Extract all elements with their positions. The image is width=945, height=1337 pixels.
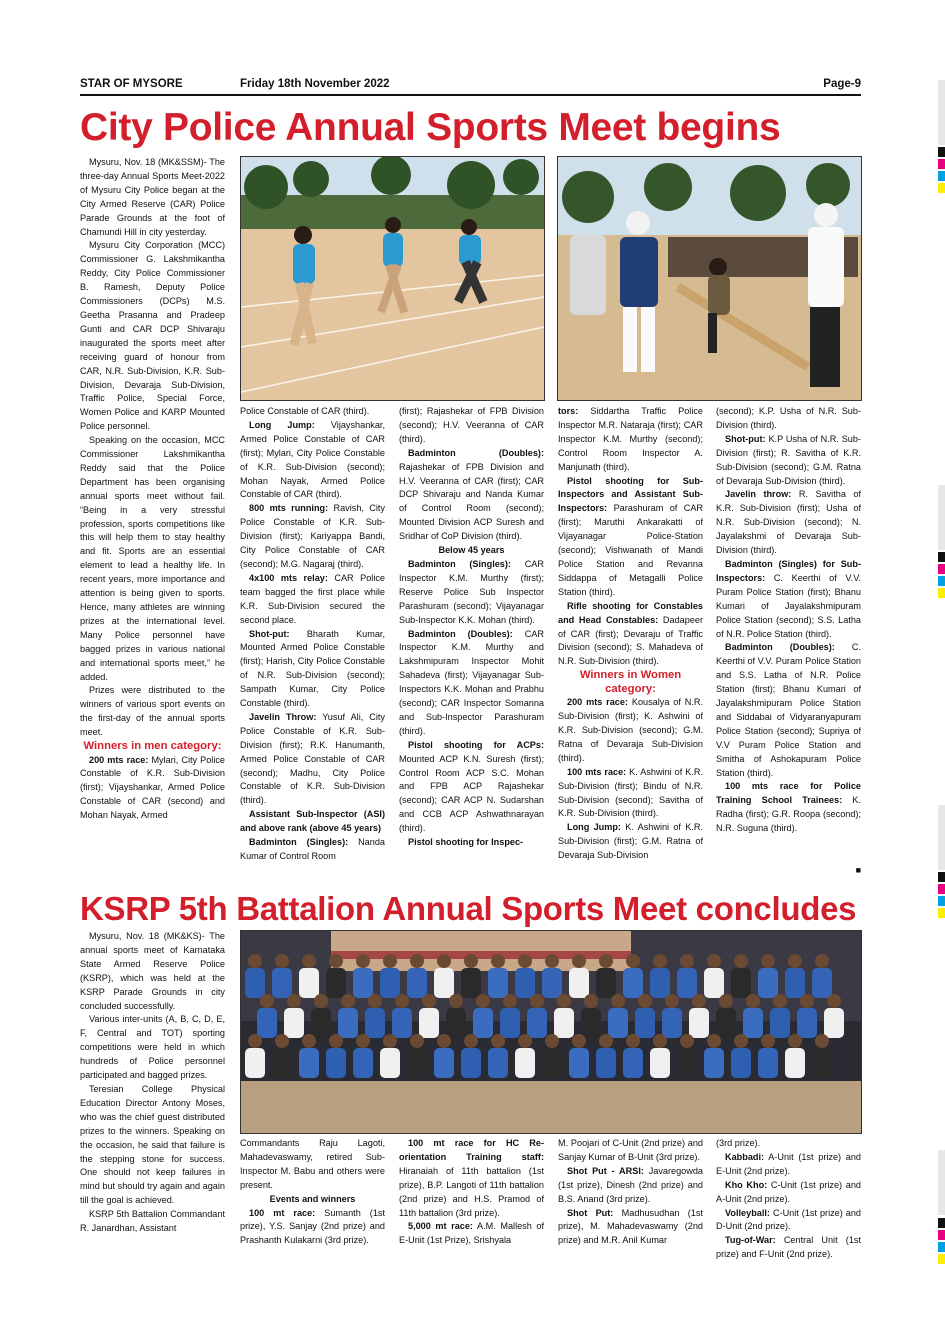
- event-label: Tug-of-War:: [725, 1235, 776, 1246]
- event-paragraph: [240, 419, 385, 502]
- story1-column-1: [80, 156, 225, 882]
- event-label: 800 mts running:: [249, 503, 329, 514]
- reg-black: [938, 1218, 945, 1228]
- event-text: Parashuram of CAR (first); Maruthi Ankarakatti of Vijayanagar Police-Station (second); Vishwanath of Mandi Police Station and Revanna Siddappa of Metagalli Police Station (third).: [558, 503, 703, 597]
- event-text: Sumanth (1st prize), Y.S. Sanjay (2nd prize) and Prashanth Kulakarni (3rd prize).: [240, 1207, 385, 1246]
- reg-yellow: [938, 908, 945, 918]
- event-paragraph: [716, 488, 861, 558]
- paragraph: Commandants Raju Lagoti, Mahadevaswamy, retired Sub-Inspector M. Babu and others were present.: [240, 1138, 385, 1190]
- event-text: C-Unit (1st prize) and D-Unit (2nd prize).: [716, 1207, 861, 1232]
- story2-column-5: [716, 1137, 861, 1267]
- event-paragraph: [716, 558, 861, 641]
- event-paragraph: [716, 1151, 861, 1179]
- event-text: CAR Police team bagged the first place while K.R. Sub-Division secured the second place.: [240, 572, 385, 625]
- event-text: C. Keerthi of V.V. Puram Police Station and S.S. Latha of N.R. Police Station (first); Bhanu Kumari of Jayalakshmipuram Police Station and Siddabai of Vidyaranyapuram Police Station (second); Supriya of V.V Puram Police Station and Smitha of Ashokapuram Police Station (third).: [716, 642, 861, 778]
- event-label: Long Jump:: [249, 419, 315, 430]
- story1-column-5: [716, 405, 861, 882]
- event-text: C. Keerthi of V.V. Puram Police Station (first); Bhanu Kumari of Jayalakshmipuram Police Station (second); S.S. Latha of N.R. Police Station (third).: [716, 572, 861, 639]
- event-text: K. Ashwini of K.R. Sub-Division (first); Bindu of N.R. Sub-Division (second); Savitha of K.R. Sub-Division (third).: [558, 766, 703, 819]
- event-paragraph: [399, 628, 544, 739]
- event-text: C-Unit (1st prize) and A-Unit (2nd prize).: [716, 1179, 861, 1204]
- event-text: Kousalya of N.R. Sub-Division (first); K. Ashwini of K.R. Sub-Division (second); G.M. Ratna of Devaraja Sub-Division (third).: [558, 697, 703, 763]
- event-text: Rajashekar of FPB Division and H.V. Veeranna of CAR (first); CAR DCP Shivaraju and Nanda Kumar of Control Room (second); Mounted Division ACP Suresh and Sridhar of CoP Division (third).: [399, 461, 544, 542]
- paragraph: (second); K.P. Usha of N.R. Sub-Division (third).: [716, 406, 861, 430]
- subhead-women-winners: Winners in Women category:: [579, 669, 682, 695]
- event-text: A-Unit (1st prize) and E-Unit (2nd prize).: [716, 1151, 861, 1176]
- event-label: 200 mts race:: [567, 697, 628, 708]
- masthead: [80, 78, 861, 92]
- event-text: Hiranaiah of 11th battalion (1st prize), B.P. Langoti of 11th battalion (2nd prize) and H.S. Pramod of 11th battalion (3rd prize).: [399, 1165, 544, 1218]
- paragraph: (first); Rajashekar of FPB Division (second); H.V. Veeranna of CAR (third).: [399, 406, 544, 444]
- event-label: 100 mt race for HC Re-orientation Training staff:: [399, 1138, 544, 1162]
- event-text: Javaregowda (1st prize), Dinesh (2nd prize) and B.S. Anand (3rd prize).: [558, 1165, 703, 1204]
- event-paragraph: [716, 1207, 861, 1235]
- paragraph: Mysuru City Corporation (MCC) Commissioner G. Lakshmikantha Reddy, City Police Commissioner B. Ramesh, Deputy Police Commissioners (DCPs) M.S. Geetha Prasanna and Pradeep Gunti and CAR DCP Shivaraju inaugurated the sports meet after receiving guard of honour from CAR, N.R. Sub-Division, K.R. Sub-Division, Devaraja Sub-Division, Traffic Police, Special Force, Women Police and KARP Mounted Police personnel.: [80, 240, 225, 432]
- event-label: Kho Kho:: [725, 1179, 768, 1190]
- reg-cyan: [938, 1242, 945, 1252]
- event-text: Bharath Kumar, Mounted Armed Police Constable (first); Harish, City Police Constable of N.R. Sub-Division (second); Sampath Kumar, City Police Constable (third).: [240, 628, 385, 709]
- event-label: Badminton (Doubles):: [408, 447, 544, 458]
- photo-tug-of-war: [557, 156, 862, 401]
- reg-yellow: [938, 1254, 945, 1264]
- event-text: R. Savitha of K.R. Sub-Division (first); Usha of N.R. Sub-Division (second); N. Jayalakshmi of Devaraja Sub-Division (third).: [716, 489, 861, 556]
- event-label: Shot-put:: [249, 628, 290, 639]
- event-paragraph: [240, 711, 385, 808]
- event-paragraph: [240, 502, 385, 572]
- event-label: Javelin throw:: [725, 489, 792, 500]
- reg-black: [938, 147, 945, 157]
- paragraph: Teresian College Physical Education Director Antony Moses, who was the chief guest distributed prizes to the winners. Speaking on the occasion, he said that failure is the stepping stone for success. One should not keep failures in mind but should try again and again till the goal is achieved.: [80, 1083, 225, 1206]
- photo-ksrp-group: [240, 930, 862, 1134]
- event-paragraph: [558, 766, 703, 822]
- event-label: Badminton (Singles) for Sub-Inspectors:: [716, 558, 861, 583]
- event-paragraph: [240, 1207, 385, 1249]
- event-text: K. Ashwini of K.R. Sub-Division (first); G.M. Ratna of Devaraja Sub-Division: [558, 822, 703, 861]
- event-label: Volleyball:: [725, 1207, 770, 1218]
- story2-column-4: [558, 1137, 703, 1267]
- reg-cyan: [938, 576, 945, 586]
- photo-sprint-race: [240, 156, 545, 401]
- reg-magenta: [938, 159, 945, 169]
- story2-column-1: [80, 930, 225, 1266]
- event-label: Pistol shooting for Sub-Inspectors and Assistant Sub-Inspectors:: [558, 475, 703, 514]
- event-paragraph: [558, 475, 703, 600]
- reg-cyan: [938, 171, 945, 181]
- event-label: Shot-put:: [725, 433, 766, 444]
- story2-column-2: [240, 1137, 385, 1267]
- event-text: Dadapeer of CAR (first); Devaraju of Traffic Division (second); S. Mahadeva of N.R. Sub-Division (third).: [558, 614, 703, 667]
- event-label: tors:: [558, 406, 579, 416]
- event-paragraph: [399, 558, 544, 628]
- end-mark: ■: [855, 865, 861, 876]
- event-paragraph: [240, 572, 385, 628]
- paper-name: STAR OF MYSORE: [80, 78, 183, 90]
- reg-black: [938, 552, 945, 562]
- story2-column-3: [399, 1137, 544, 1267]
- page-number: Page-9: [823, 78, 861, 90]
- subhead-events: Events and winners: [269, 1193, 356, 1204]
- paragraph: Mysuru, Nov. 18 (MK&KS)- The annual sports meet of Karnataka State Armed Reserve Police (KSRP), which was held at the KSRP Parade Grounds in city concluded successfully.: [80, 931, 225, 1011]
- event-paragraph: [716, 641, 861, 780]
- story1-column-4: [558, 405, 703, 882]
- event-paragraph: [240, 628, 385, 711]
- paragraph: Speaking on the occasion, MCC Commissioner Lakshmikantha Reddy said that the Police Department has been organising annual sports meet without fail. “Being in a very stressful profession, sports competitions like this will help them to stay healthy and fit. Sports are an essential element to lead a healthy life. In recent years, more importance and attention is being given to sports. Hence, many athletes are winning prizes at the international level. Many Police personnel have bagged prizes in various national and international sports meet,” he added.: [80, 435, 225, 682]
- reg-black: [938, 872, 945, 882]
- event-label: Pistol shooting for ACPs:: [408, 739, 544, 750]
- reg-magenta: [938, 1230, 945, 1240]
- event-paragraph: [240, 836, 385, 864]
- margin-gray-bar: [938, 805, 945, 870]
- event-paragraph: [558, 821, 703, 863]
- event-text: CAR Inspector K.M. Murthy (first); Reserve Police Sub Inspector Parashuram (second); Vijayanagar Sub-Inspector K.K. Mohan (third).: [399, 558, 544, 625]
- event-paragraph: [716, 1179, 861, 1207]
- paragraph: Police Constable of CAR (third).: [240, 406, 370, 416]
- paragraph: M. Poojari of C-Unit (2nd prize) and Sanjay Kumar of B-Unit (3rd prize).: [558, 1138, 703, 1162]
- event-paragraph: [558, 1207, 703, 1249]
- reg-cyan: [938, 896, 945, 906]
- reg-magenta: [938, 564, 945, 574]
- event-text: CAR Inspector K.M. Murthy and Lakshmipuram Inspector Mohit Sahadeva (first); Vijayanagar Sub-Inspectors K.K. Mohan and Prabhu (second); CAR Inspector Somanna and Sub-Inspector Parashuram (third).: [399, 628, 544, 736]
- event-paragraph: [399, 447, 544, 544]
- event-text: A.M. Mallesh of E-Unit (1st Prize), Srishyala: [399, 1221, 544, 1246]
- event-label: 200 mts race:: [89, 754, 149, 765]
- event-text: Central Unit (1st prize) and F-Unit (2nd prize).: [716, 1235, 861, 1260]
- event-text: Mounted ACP K.N. Suresh (first); Control Room ACP S.C. Mohan and FPB ACP Rajashekar (second); CAR ACP N. Sudarshan and CCB ACP Ashwathnarayan (third).: [399, 753, 544, 834]
- event-label: Badminton (Singles):: [249, 837, 349, 848]
- event-paragraph: [399, 1137, 544, 1220]
- reg-yellow: [938, 588, 945, 598]
- paragraph: Prizes were distributed to the winners of various sport events on the first-day of the annual sports meet.: [80, 685, 225, 738]
- event-paragraph: [558, 696, 703, 766]
- event-paragraph: [399, 1220, 544, 1248]
- event-text: Siddartha Traffic Police Inspector M.R. Nataraja (first); CAR Inspector K.M. Murthy (second); Control Room Inspector A. Manjunath (third).: [558, 406, 703, 472]
- event-paragraph: [240, 808, 385, 836]
- paragraph: Various inter-units (A, B, C, D, E, F, Central and TOT) sporting competitions were held in which hundreds of Police personnel participated and bagged prizes.: [80, 1014, 225, 1081]
- reg-yellow: [938, 183, 945, 193]
- event-label: Kabbadi:: [725, 1151, 765, 1162]
- event-text: Madhusudhan (1st prize), M. Mahadevaswamy (2nd prize) and M.R. Anil Kumar: [558, 1207, 703, 1246]
- event-text: Mylari, City Police Constable of K.R. Sub-Division (first); Vijayshankar, Armed Police Constable of CAR (second) and Mohan Nayak, Armed: [80, 754, 225, 821]
- event-text: K.P Usha of N.R. Sub-Division (first); R. Savitha of K.R. Sub-Division (second); G.M. Ratna of Devaraja Sub-Division (third).: [716, 433, 861, 486]
- event-label: 4x100 mts relay:: [249, 572, 328, 583]
- event-label: Shot Put - ARSI:: [567, 1165, 644, 1176]
- event-text: Ravish, City Police Constable of K.R. Sub-Division (first); Kariyappa Bandi, City Police Constable of CAR (second); M.G. Nagaraj (third).: [240, 503, 385, 569]
- event-label: Shot Put:: [567, 1207, 614, 1218]
- event-paragraph: [558, 405, 703, 475]
- event-label: 100 mt race:: [249, 1207, 316, 1218]
- event-label: Pistol shooting for Inspec-: [408, 837, 524, 848]
- event-label: Javelin Throw:: [249, 711, 317, 722]
- headline-story2: KSRP 5th Battalion Annual Sports Meet concludes: [80, 890, 857, 927]
- event-label: Badminton (Doubles):: [725, 642, 835, 653]
- event-label: Badminton (Singles):: [408, 558, 511, 569]
- issue-date: Friday 18th November 2022: [240, 78, 390, 90]
- event-label: Assistant Sub-Inspector (ASI) and above rank (above 45 years): [240, 809, 385, 834]
- event-paragraph: [716, 780, 861, 836]
- margin-gray-bar: [938, 485, 945, 550]
- event-label: Rifle shooting for Constables and Head Constables:: [558, 600, 703, 625]
- margin-gray-bar: [938, 80, 945, 145]
- story1-column-2: [240, 405, 385, 882]
- event-text: K. Radha (first); G.R. Roopa (second); N.R. Suguna (third).: [716, 795, 861, 834]
- event-paragraph: [716, 1234, 861, 1262]
- event-label: 100 mts race for Police Training School Trainees:: [716, 781, 861, 806]
- event-text: Nanda Kumar of Control Room: [240, 837, 385, 861]
- event-paragraph: [399, 836, 544, 850]
- event-label: Long Jump:: [567, 822, 621, 833]
- event-paragraph: [399, 739, 544, 836]
- reg-magenta: [938, 884, 945, 894]
- event-text: Yusuf Ali, City Police Constable of K.R. Sub-Division (first); R.K. Hanumanth, Armed Police Constable of CAR (second); Madhu, City Police Constable of K.R. Sub-Division (third).: [240, 711, 385, 806]
- masthead-rule: [80, 94, 861, 96]
- event-text: Vijayshankar, Armed Police Constable of CAR (first); Mylari, City Police Constable of K.R. Sub-Division (second); Mohan Nayak, Armed Police Constable of CAR (third).: [240, 419, 385, 500]
- headline-story1: City Police Annual Sports Meet begins: [80, 106, 781, 149]
- event-paragraph: [716, 433, 861, 489]
- story1-column-3: [399, 405, 544, 882]
- paragraph: Mysuru, Nov. 18 (MK&SSM)- The three-day Annual Sports Meet-2022 of Mysuru City Police began at the City Armed Reserve (CAR) Police Parade Grounds at the foot of Chamundi Hill in city yesterday.: [80, 157, 225, 237]
- subhead-men-winners: Winners in men category:: [83, 740, 222, 753]
- paragraph: KSRP 5th Battalion Commandant R. Janardhan, Assistant: [80, 1209, 225, 1234]
- margin-gray-bar: [938, 1150, 945, 1215]
- event-paragraph: [558, 600, 703, 670]
- event-label: 100 mts race:: [567, 766, 627, 777]
- event-paragraph: [558, 1165, 703, 1207]
- event-label: Badminton (Doubles):: [408, 628, 513, 639]
- paragraph: (3rd prize).: [716, 1138, 761, 1148]
- subhead-below-45: Below 45 years: [438, 545, 505, 556]
- event-label: 5,000 mt race:: [408, 1221, 473, 1232]
